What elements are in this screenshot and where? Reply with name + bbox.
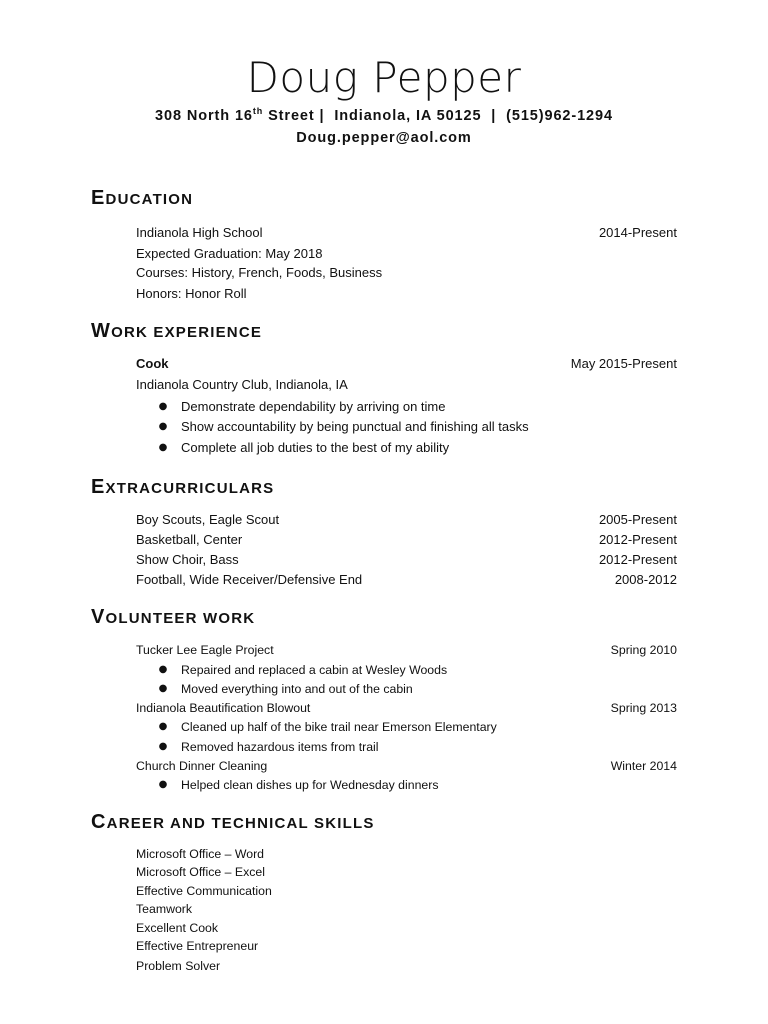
extracurricular-activity: Football, Wide Receiver/Defensive End bbox=[136, 572, 363, 587]
volunteer-project-name: Indianola Beautification Blowout bbox=[136, 701, 311, 715]
volunteer-project-dates: Spring 2010 bbox=[610, 643, 677, 657]
volunteer-bullet: Moved everything into and out of the cabin bbox=[181, 682, 413, 696]
extracurricular-dates: 2005-Present bbox=[598, 512, 677, 527]
volunteer-project-name: Church Dinner Cleaning bbox=[136, 759, 268, 773]
skill-item: Teamwork bbox=[136, 902, 193, 916]
skill-item: Effective Communication bbox=[136, 884, 272, 898]
applicant-name: Doug Pepper bbox=[246, 53, 522, 102]
email-address: Doug.pepper@aol.com bbox=[296, 130, 472, 146]
work-bullet: Demonstrate dependability by arriving on time bbox=[181, 399, 446, 414]
extracurriculars-heading: EXTRACURRICULARS bbox=[91, 476, 275, 498]
extracurricular-dates: 2012-Present bbox=[598, 532, 677, 547]
extracurricular-activity: Show Choir, Bass bbox=[136, 552, 239, 567]
volunteer-project-name: Tucker Lee Eagle Project bbox=[136, 643, 274, 657]
extracurricular-dates: 2008-2012 bbox=[614, 572, 677, 587]
work-dates: May 2015-Present bbox=[570, 356, 677, 371]
work-title: Cook bbox=[136, 356, 169, 371]
volunteer-project-dates: Spring 2013 bbox=[610, 701, 677, 715]
bullet-icon: ● bbox=[158, 421, 168, 432]
work-bullet: Show accountability by being punctual and finishing all tasks bbox=[181, 419, 529, 434]
bullet-icon: ● bbox=[158, 664, 168, 675]
volunteer-bullet: Removed hazardous items from trail bbox=[181, 740, 379, 754]
extracurricular-dates: 2012-Present bbox=[598, 552, 677, 567]
education-heading: EDUCATION bbox=[91, 187, 194, 209]
skill-item: Effective Entrepreneur bbox=[136, 939, 259, 953]
education-dates: 2014-Present bbox=[598, 225, 677, 240]
bullet-icon: ● bbox=[158, 683, 168, 694]
work-heading: WORK EXPERIENCE bbox=[91, 320, 263, 342]
skill-item: Excellent Cook bbox=[136, 921, 219, 935]
bullet-icon: ● bbox=[158, 401, 168, 412]
volunteer-bullet: Repaired and replaced a cabin at Wesley Woods bbox=[181, 663, 448, 677]
address-street: 308 North 16 bbox=[155, 108, 253, 124]
address-rest: Street | Indianola, IA 50125 | (515)962-1294 bbox=[263, 108, 613, 124]
volunteer-bullet: Cleaned up half of the bike trail near Emerson Elementary bbox=[181, 720, 497, 734]
skill-item: Microsoft Office – Excel bbox=[136, 865, 265, 879]
skills-heading: CAREER AND TECHNICAL SKILLS bbox=[91, 811, 375, 833]
skill-item: Problem Solver bbox=[136, 959, 221, 973]
work-bullet: Complete all job duties to the best of my ability bbox=[181, 440, 450, 455]
contact-line bbox=[0, 106, 768, 126]
education-courses: Courses: History, French, Foods, Business bbox=[136, 265, 383, 280]
extracurricular-activity: Basketball, Center bbox=[136, 532, 243, 547]
education-graduation: Expected Graduation: May 2018 bbox=[136, 246, 323, 261]
volunteer-project-dates: Winter 2014 bbox=[610, 759, 677, 773]
bullet-icon: ● bbox=[158, 442, 168, 453]
bullet-icon: ● bbox=[158, 741, 168, 752]
volunteer-heading: VOLUNTEER WORK bbox=[91, 606, 256, 628]
education-honors: Honors: Honor Roll bbox=[136, 286, 247, 301]
work-employer: Indianola Country Club, Indianola, IA bbox=[136, 377, 348, 392]
education-school: Indianola High School bbox=[136, 225, 263, 240]
address-ordinal-suffix: th bbox=[252, 106, 264, 117]
extracurricular-activity: Boy Scouts, Eagle Scout bbox=[136, 512, 280, 527]
bullet-icon: ● bbox=[158, 779, 168, 790]
bullet-icon: ● bbox=[158, 721, 168, 732]
skill-item: Microsoft Office – Word bbox=[136, 847, 265, 861]
volunteer-bullet: Helped clean dishes up for Wednesday dinners bbox=[181, 778, 439, 792]
